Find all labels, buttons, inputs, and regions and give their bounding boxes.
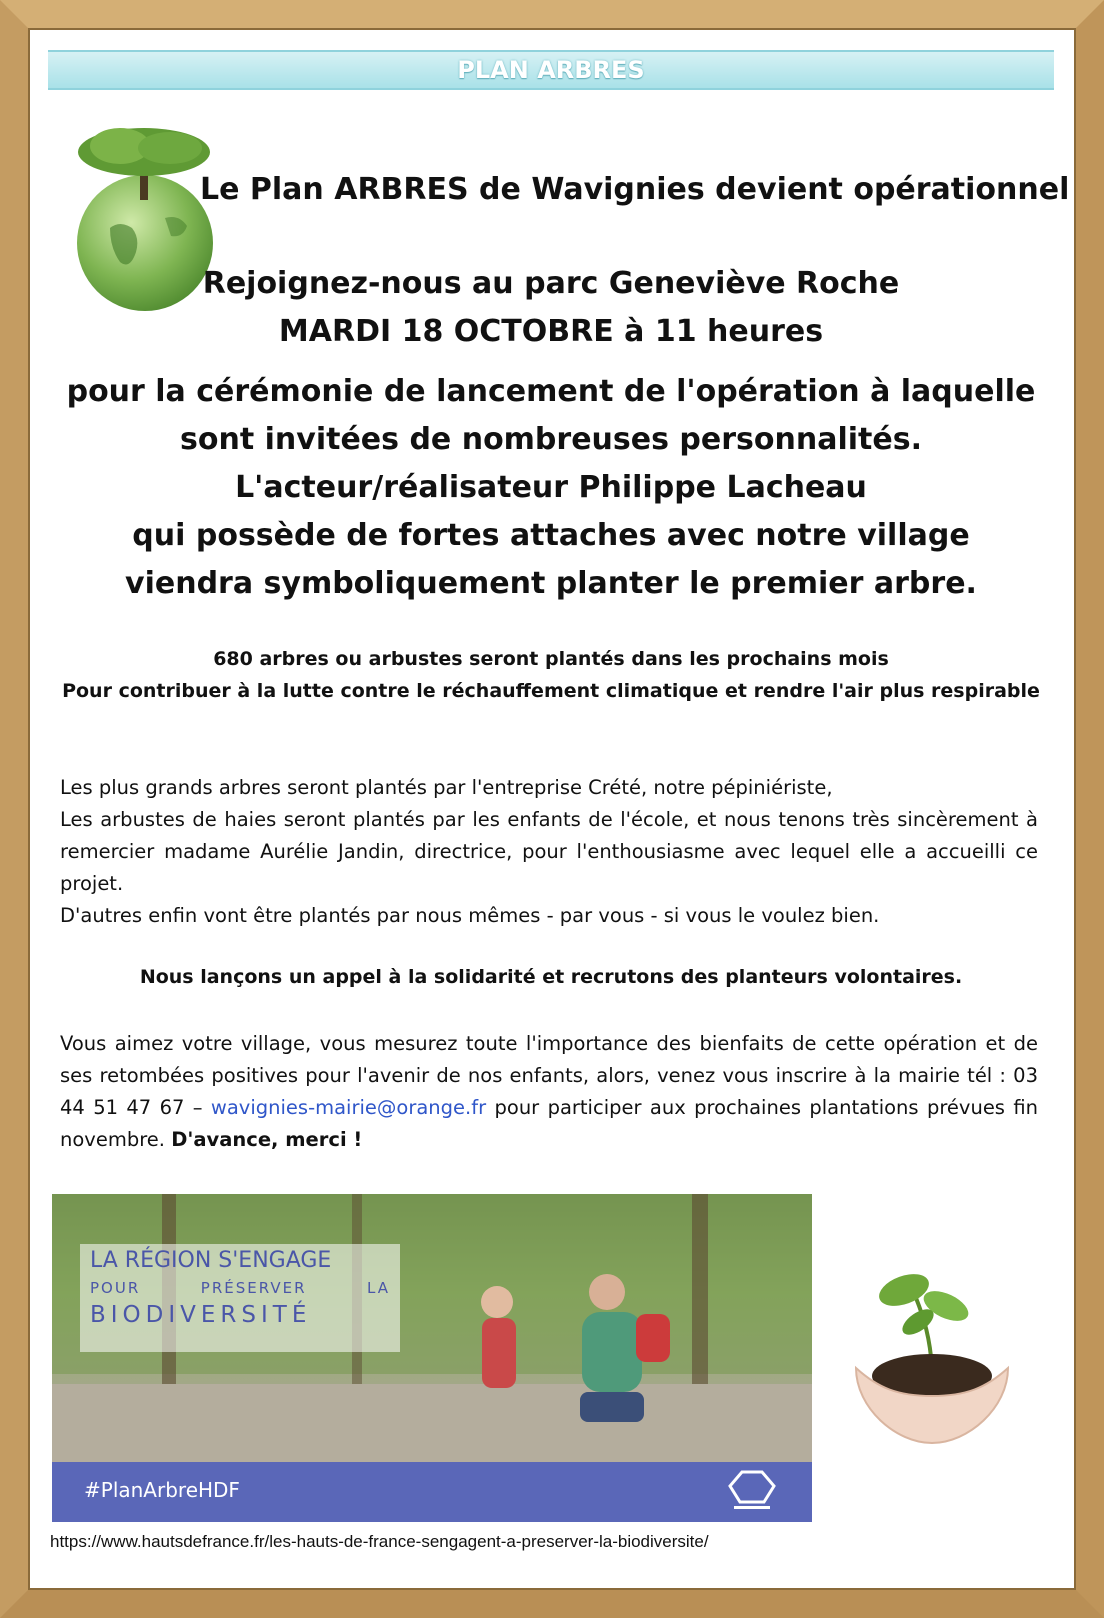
- ceremony-line-1: pour la cérémonie de lancement de l'opération à laquelle: [66, 374, 1036, 409]
- hands-sprout-icon: [846, 1258, 1018, 1448]
- ceremony-line-3: L'acteur/réalisateur Philippe Lacheau: [235, 470, 867, 505]
- ceremony-line-5: viendra symboliquement planter le premier arbre.: [125, 566, 977, 601]
- contact-block: [60, 1028, 1038, 1156]
- word-preserver: PRÉSERVER: [200, 1279, 307, 1297]
- invite-location: Rejoignez-nous au parc Geneviève Roche: [202, 266, 900, 301]
- summary-line-1: 680 arbres ou arbustes seront plantés dans les prochains mois: [213, 648, 889, 670]
- source-url[interactable]: https://www.hautsdefrance.fr/les-hauts-de-france-sengagent-a-preserver-la-biodiversite/: [50, 1532, 709, 1551]
- hashtag-text: #PlanArbreHDF: [84, 1478, 240, 1502]
- plan-arbres-banner: PLAN ARBRES: [48, 50, 1054, 90]
- word-la: LA: [367, 1279, 390, 1297]
- region-biodiversity-image: [52, 1194, 812, 1522]
- details-p1: Les plus grands arbres seront plantés par l'entreprise Crété, notre pépiniériste,: [60, 776, 833, 799]
- details-block: [60, 772, 1038, 932]
- email-link[interactable]: wavignies-mairie@orange.fr: [210, 1096, 487, 1119]
- ceremony-line-2: sont invitées de nombreuses personnalités.: [180, 422, 922, 457]
- word-pour: POUR: [90, 1279, 141, 1297]
- details-p3: D'autres enfin vont être plantés par nous mêmes - par vous - si vous le voulez bien.: [60, 904, 880, 927]
- contact-text-before: Vous aimez votre village, vous mesurez toute l'importance des bienfaits de cette opération et de ses retombées positives pour l'avenir de nos enfants, alors, venez vous inscrire à la mairie tél : 03 44 51 47 67 –: [60, 1032, 1038, 1119]
- region-biodiversite-text: BIODIVERSITÉ: [90, 1302, 312, 1328]
- summary-line-2: Pour contribuer à la lutte contre le réchauffement climatique et rendre l'air plus respirable: [62, 680, 1040, 702]
- headline: Le Plan ARBRES de Wavignies devient opérationnel: [200, 172, 1070, 207]
- region-logo-icon: [724, 1468, 780, 1514]
- details-p2: Les arbustes de haies seront plantés par les enfants de l'école, et nous tenons très sincèrement à remercier madame Aurélie Jandin, directrice, pour l'enthousiasme avec lequel elle a accueilli ce projet.: [60, 808, 1038, 895]
- contact-text-after: pour participer aux prochaines plantations prévues fin novembre.: [60, 1096, 1038, 1151]
- ceremony-line-4: qui possède de fortes attaches avec notre village: [132, 518, 970, 553]
- appeal-text: Nous lançons un appel à la solidarité et recrutons des planteurs volontaires.: [139, 966, 963, 988]
- region-engage-text: LA RÉGION S'ENGAGE: [90, 1248, 332, 1273]
- region-preserve-text: [90, 1279, 390, 1297]
- thanks-text: D'avance, merci !: [171, 1128, 363, 1151]
- invite-date: MARDI 18 OCTOBRE à 11 heures: [278, 314, 824, 349]
